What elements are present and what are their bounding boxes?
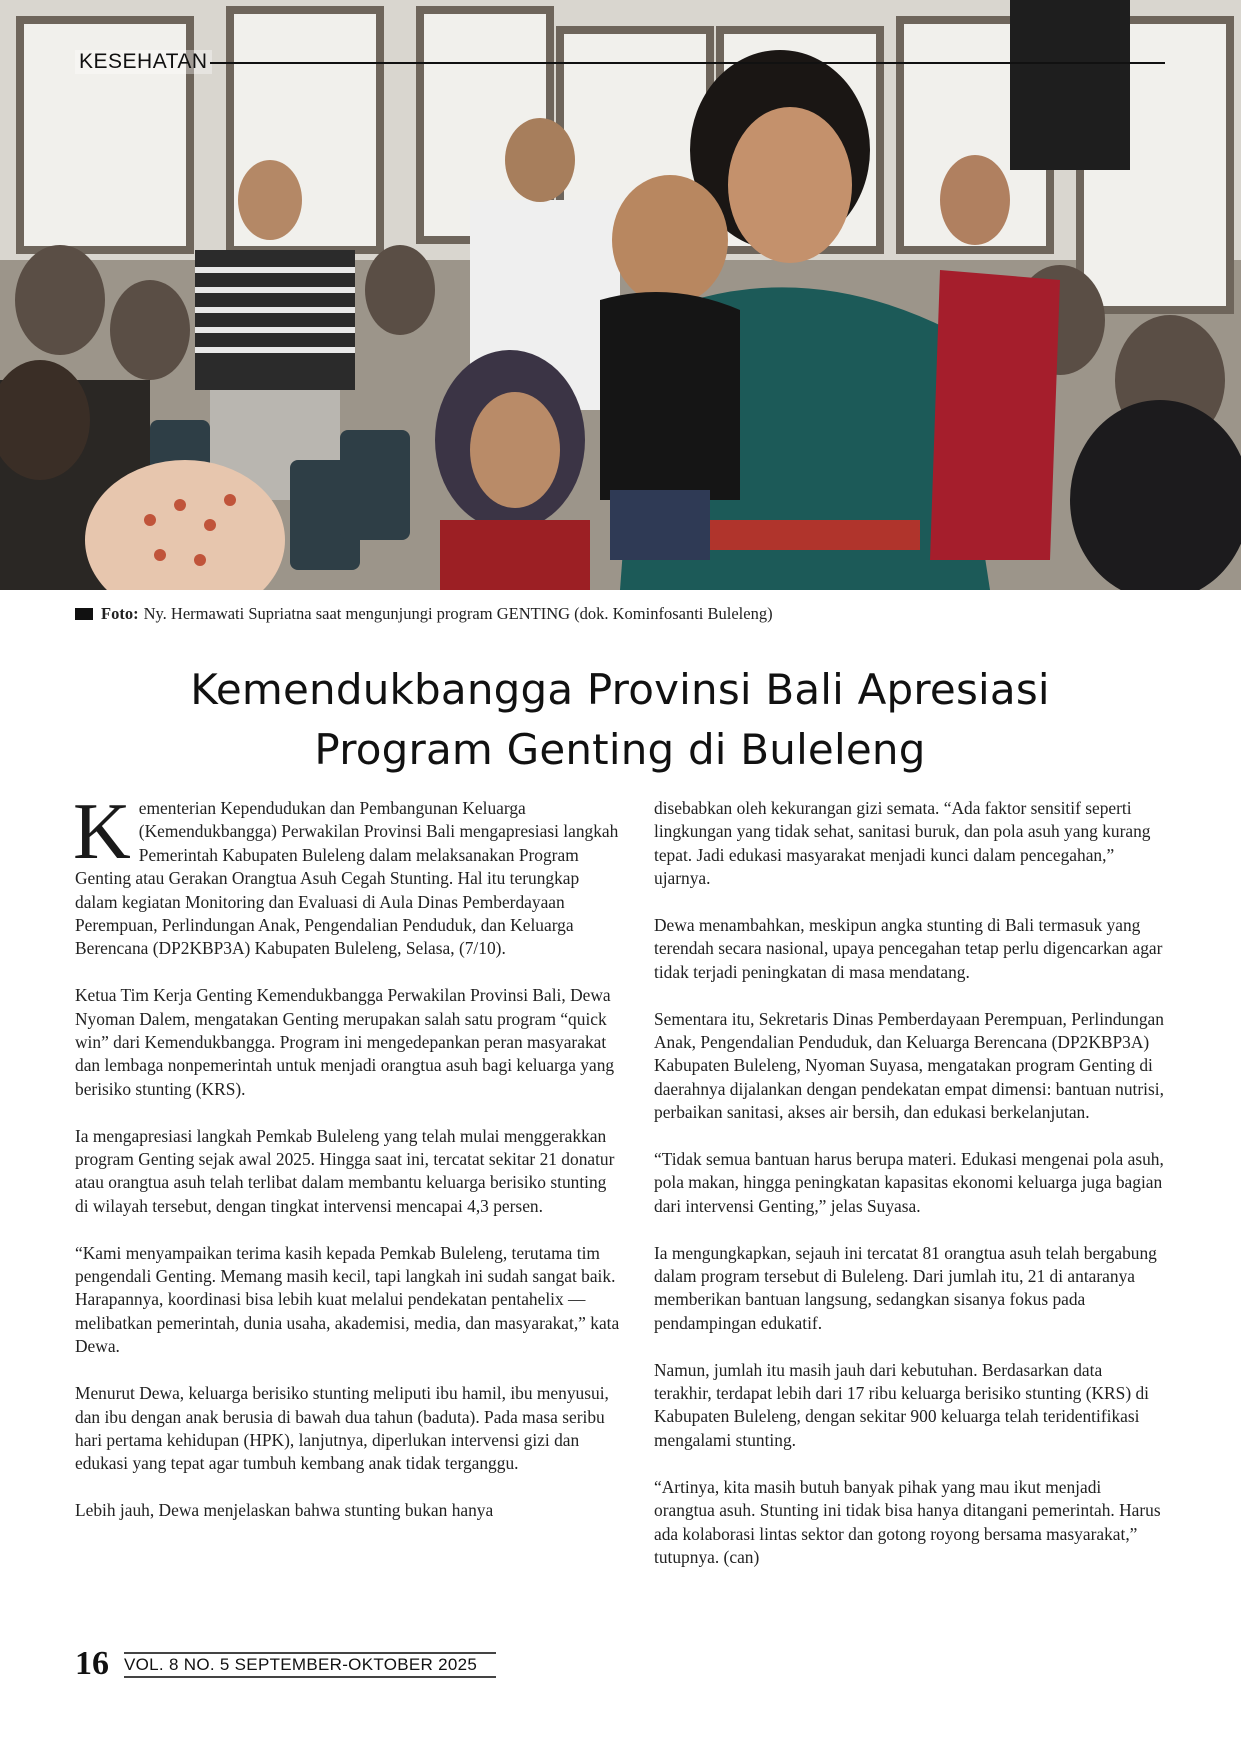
paragraph: Menurut Dewa, keluarga berisiko stunting meliputi ibu hamil, ibu menyusui, dan ibu dengan anak berusia di bawah dua tahun (baduta). Pada masa seribu hari pertama kehidupan (HPK), lanjutnya, diperlukan intervensi gizi dan edukasi yang tepat agar tumbuh kembang anak tidak terganggu.: [75, 1383, 609, 1474]
paragraph: Ia mengungkapkan, sejauh ini tercatat 81 orangtua asuh telah bergabung dalam program tersebut di Buleleng. Dari jumlah itu, 21 di antaranya memberikan bantuan langsung, sedangkan sisanya fokus pada pendampingan edukatif.: [654, 1242, 1157, 1333]
article-photo: [0, 0, 1241, 590]
paragraph: Lebih jauh, Dewa menjelaskan bahwa stunting bukan hanya: [75, 1500, 494, 1521]
article-title: [60, 660, 1180, 780]
caption-prefix: Foto:: [101, 604, 139, 623]
section-divider: [210, 62, 1165, 64]
article-column-left: [73, 788, 620, 1546]
photo-caption: [75, 604, 773, 624]
caption-marker-icon: [75, 608, 93, 620]
title-line-1: Kemendukbangga Provinsi Bali Apresiasi: [190, 665, 1050, 714]
issue-info: VOL. 8 NO. 5 SEPTEMBER-OKTOBER 2025: [124, 1652, 496, 1678]
drop-cap: K: [73, 788, 131, 876]
paragraph: “Artinya, kita masih butuh banyak pihak yang mau ikut menjadi orangtua asuh. Stunting ini tidak bisa hanya ditangani pemerintah. Harus ada kolaborasi lintas sektor dan gotong royong bersama masyarakat,” tutupnya. (can): [654, 1476, 1161, 1567]
paragraph: Kementerian Kependudukan dan Pembangunan Keluarga (Kemendukbangga) Perwakilan Provinsi Bali mengapresiasi langkah Pemerintah Kabupaten Buleleng dalam melaksanakan Program Genting atau Gerakan Orangtua Asuh Cegah Stunting. Hal itu terungkap dalam kegiatan Monitoring dan Evaluasi di Aula Dinas Pemberdayaan Perempuan, Perlindungan Anak, Pengendalian Penduduk, dan Keluarga Berencana (DP2KBP3A) Kabupaten Buleleng, Selasa, (7/10).: [73, 788, 619, 959]
paragraph: Dewa menambahkan, meskipun angka stunting di Bali termasuk yang terendah secara nasional, upaya pencegahan tetap perlu digencarkan agar tidak terjadi peningkatan di masa mendatang.: [654, 915, 1163, 982]
page-number: 16: [75, 1645, 109, 1682]
paragraph: Ketua Tim Kerja Genting Kemendukbangga Perwakilan Provinsi Bali, Dewa Nyoman Dalem, mengatakan Genting merupakan salah satu program “quick win” dari Kemendukbangga. Program ini mengedepankan peran masyarakat dan lembaga nonpemerintah untuk menjadi orangtua asuh bagi keluarga yang berisiko stunting (KRS).: [75, 985, 615, 1099]
paragraph: Ia mengapresiasi langkah Pemkab Buleleng yang telah mulai menggerakkan program Genting sejak awal 2025. Hingga saat ini, tercatat sekitar 21 donatur atau orangtua asuh telah terlibat dalam membantu keluarga berisiko stunting di wilayah tersebut, dengan tingkat intervensi mencapai 4,3 persen.: [75, 1125, 615, 1216]
section-label: KESEHATAN: [75, 50, 212, 74]
paragraph: “Kami menyampaikan terima kasih kepada Pemkab Buleleng, terutama tim pengendali Genting. Memang masih kecil, tapi langkah ini sudah sangat baik. Harapannya, koordinasi bisa lebih kuat melalui pendekatan pentahelix — melibatkan pemerintah, dunia usaha, akademisi, media, dan masyarakat,” kata Dewa.: [75, 1242, 620, 1357]
paragraph: “Tidak semua bantuan harus berupa materi. Edukasi mengenai pola asuh, pola makan, hingga peningkatan kapasitas ekonomi keluarga juga bagian dari intervensi Genting,” jelas Suyasa.: [654, 1149, 1164, 1216]
title-line-2: Program Genting di Buleleng: [314, 725, 926, 774]
article-column-right: [654, 797, 1164, 1593]
photo-illustration: [0, 0, 1241, 590]
caption-text: Ny. Hermawati Supriatna saat mengunjungi program GENTING (dok. Kominfosanti Buleleng): [143, 604, 773, 623]
paragraph: Sementara itu, Sekretaris Dinas Pemberdayaan Perempuan, Perlindungan Anak, Pengendalian Penduduk, dan Keluarga Berencana (DP2KBP3A) Kabupaten Buleleng, Nyoman Suyasa, mengatakan program Genting di daerahnya dijalankan dengan pendekatan empat dimensi: bantuan nutrisi, perbaikan sanitasi, akses air bersih, dan edukasi berkelanjutan.: [654, 1008, 1164, 1123]
paragraph: disebabkan oleh kekurangan gizi semata. “Ada faktor sensitif seperti lingkungan yang tidak sehat, sanitasi buruk, dan pola asuh yang kurang tepat. Jadi edukasi masyarakat menjadi kunci dalam pencegahan,” ujarnya.: [654, 798, 1151, 889]
paragraph: Namun, jumlah itu masih jauh dari kebutuhan. Berdasarkan data terakhir, terdapat lebih dari 17 ribu keluarga berisiko stunting (KRS) di Kabupaten Buleleng, dengan sekitar 900 keluarga telah teridentifikasi mengalami stunting.: [654, 1359, 1149, 1450]
